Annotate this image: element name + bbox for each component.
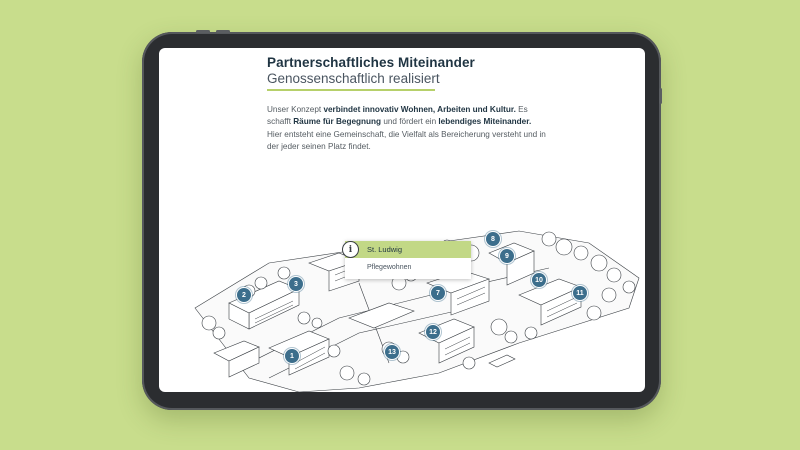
tablet-button [659, 88, 662, 104]
intro-segment: und fördert ein [381, 117, 439, 127]
map-marker-11[interactable]: 11 [572, 285, 588, 301]
location-popup[interactable] [345, 241, 471, 279]
map-marker-10[interactable]: 10 [531, 272, 547, 288]
map-marker-2[interactable]: 2 [236, 287, 252, 303]
intro-segment: Es schafft [267, 105, 528, 127]
map-marker-3[interactable]: 3 [288, 276, 304, 292]
intro-segment: Unser Konzept [267, 105, 324, 114]
intro-text [267, 104, 547, 154]
popup-subtitle: Pflegewohnen [367, 264, 412, 271]
page-subtitle: Genossenschaftlich realisiert [267, 71, 440, 86]
map-marker-12[interactable]: 12 [425, 324, 441, 340]
tablet-screen [159, 48, 645, 392]
intro-highlight: Räume für Begegnung [293, 117, 382, 127]
intro-highlight: lebendiges Miteinander. [438, 117, 532, 127]
map-marker-8[interactable]: 8 [485, 231, 501, 247]
intro-segment: Hier entsteht eine Gemeinschaft, die Vielfalt als Bereicherung versteht und in der jeder seinen Platz findet. [267, 129, 546, 152]
tablet-button [196, 30, 210, 33]
intro-highlight: verbindet innovativ Wohnen, Arbeiten und Kultur. [323, 105, 516, 114]
map-marker-9[interactable]: 9 [499, 248, 515, 264]
map-marker-13[interactable]: 13 [384, 344, 400, 360]
info-icon[interactable]: i [342, 241, 359, 258]
tablet-button [216, 30, 230, 33]
page-title: Partnerschaftliches Miteinander [267, 55, 475, 70]
map-marker-1[interactable]: 1 [284, 348, 300, 364]
page-heading [267, 55, 475, 86]
popup-title[interactable]: St. Ludwig [345, 241, 471, 258]
map-marker-7[interactable]: 7 [430, 285, 446, 301]
title-underline [267, 89, 435, 91]
